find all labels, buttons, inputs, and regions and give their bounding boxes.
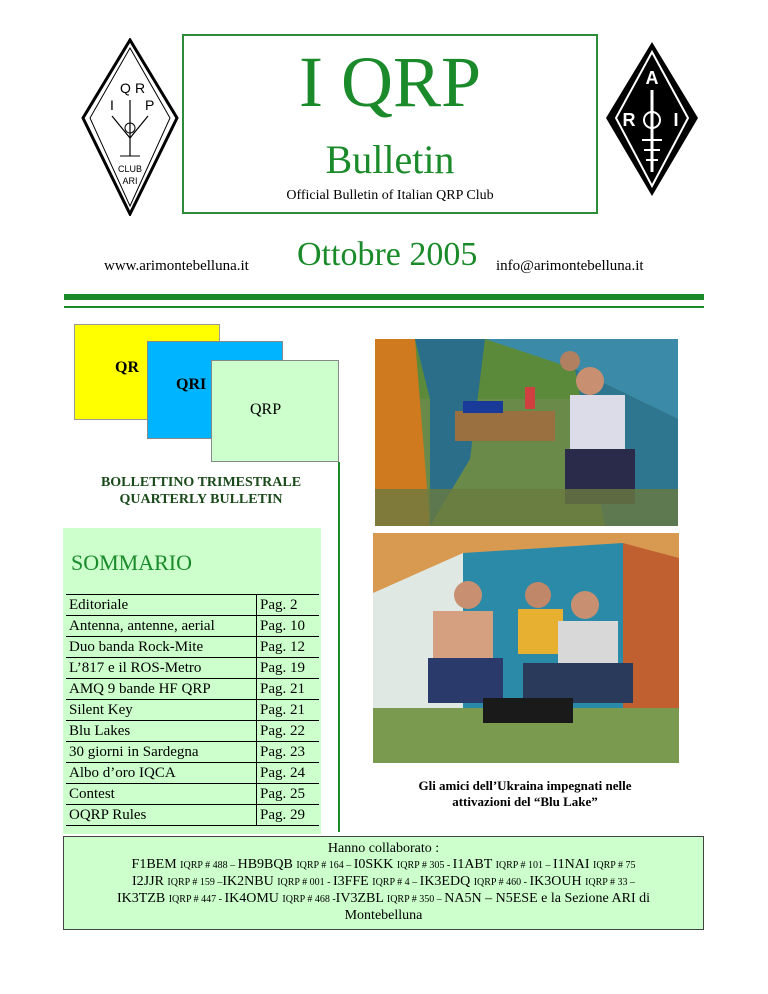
toc-row (66, 805, 319, 826)
ari-logo-i: I (673, 110, 679, 130)
toc-row (66, 616, 319, 637)
collaborator-iqrp-number: IQRP # 001 - (277, 877, 333, 888)
toc-item-title: Contest (66, 784, 257, 805)
ari-logo (602, 40, 702, 198)
logo-club-text: CLUB (117, 164, 143, 174)
collaborator-callsign: I2JJR (132, 874, 168, 889)
photo-ukraine-friends (373, 533, 679, 763)
collaborator-iqrp-number: IQRP # 468 - (282, 894, 336, 905)
collaborators-list (64, 857, 703, 924)
toc-item-page: Pag. 24 (257, 763, 320, 784)
collaborators-line (64, 891, 703, 908)
toc-item-page: Pag. 10 (257, 616, 320, 637)
collaborator-iqrp-number: IQRP # 460 - (473, 877, 530, 888)
toc-row (66, 700, 319, 721)
toc-item-title: AMQ 9 bande HF QRP (66, 679, 257, 700)
header-rule-thick (64, 294, 704, 300)
toc-item-title: Blu Lakes (66, 721, 257, 742)
collaborators-line (64, 908, 703, 924)
toc-item-title: L’817 e il ROS-Metro (66, 658, 257, 679)
photo-caption-line1: Gli amici dell’Ukraina impegnati nelle (418, 778, 632, 793)
toc-row (66, 637, 319, 658)
collaborators-line (64, 874, 703, 891)
collaborator-iqrp-number: IQRP # 488 – (180, 860, 238, 871)
collaborators-heading: Hanno collaborato : (327, 841, 440, 856)
toc-row (66, 679, 319, 700)
website-link[interactable]: www.arimontebelluna.it (104, 258, 249, 274)
toc-item-page: Pag. 22 (257, 721, 320, 742)
collaborators-line (64, 857, 703, 874)
bulletin-tagline: Official Bulletin of Italian QRP Club (286, 188, 494, 203)
toc-item-title: 30 giorni in Sardegna (66, 742, 257, 763)
logo-letter-p: P (145, 97, 155, 113)
collaborators-panel (63, 836, 704, 930)
collaborator-iqrp-number: IQRP # 101 – (495, 860, 553, 871)
collaborator-iqrp-number: IQRP # 164 – (296, 860, 354, 871)
toc-item-page: Pag. 29 (257, 805, 320, 826)
toc-row (66, 784, 319, 805)
toc-row (66, 658, 319, 679)
toc-item-title: Silent Key (66, 700, 257, 721)
qrp-box-green-label: QRP (250, 401, 282, 418)
collaborator-iqrp-number: IQRP # 447 - (168, 894, 225, 905)
collaborator-iqrp-number: IQRP # 159 – (167, 877, 223, 888)
collaborator-callsign: I0SKK (353, 857, 397, 872)
toc-row (66, 763, 319, 784)
collaborator-iqrp-number: IQRP # 75 (593, 860, 636, 871)
column-divider (338, 462, 340, 832)
collaborator-iqrp-number: IQRP # 33 – (585, 877, 635, 888)
bulletin-title: I QRP (298, 42, 482, 122)
toc-item-title: Antenna, antenne, aerial (66, 616, 257, 637)
toc-item-page: Pag. 21 (257, 679, 320, 700)
collaborator-callsign: I1NAI (553, 857, 594, 872)
header-rule-thin (64, 306, 704, 308)
toc-row (66, 721, 319, 742)
bulletin-frequency (66, 474, 336, 508)
toc-item-page: Pag. 12 (257, 637, 320, 658)
collaborator-callsign: I1ABT (452, 857, 496, 872)
logo-letter-r: R (135, 80, 146, 96)
collaborator-callsign: IK3OUH (529, 874, 586, 889)
collaborator-callsign: IK4OMU (224, 891, 283, 906)
photo-caption-line2: attivazioni del “Blu Lake” (452, 794, 598, 809)
collaborator-callsign: NA5N – N5ESE e la Sezione ARI di (444, 891, 650, 906)
collaborator-callsign: IK3EDQ (419, 874, 474, 889)
photo-radio-operators-tent (375, 339, 678, 526)
toc-item-page: Pag. 23 (257, 742, 320, 763)
qrp-box-yellow-label: QR (115, 359, 139, 376)
logo-ari-text: ARI (122, 176, 138, 186)
bulletin-frequency-it: BOLLETTINO TRIMESTRALE (100, 475, 302, 490)
toc-table (66, 594, 319, 826)
ari-logo-a: A (645, 68, 659, 88)
bulletin-subtitle: Bulletin (325, 137, 455, 182)
bulletin-frequency-en: QUARTERLY BULLETIN (119, 492, 283, 507)
qrp-box-blue-label: QRI (176, 376, 207, 393)
collaborator-callsign: IK3TZB (117, 891, 169, 906)
qrp-box-green (211, 360, 339, 462)
issue-date: Ottobre 2005 (297, 236, 478, 273)
toc-item-title: Editoriale (66, 595, 257, 616)
toc-item-page: Pag. 25 (257, 784, 320, 805)
email-link[interactable]: info@arimontebelluna.it (496, 258, 644, 274)
toc-item-page: Pag. 21 (257, 700, 320, 721)
collaborator-callsign: Montebelluna (344, 908, 423, 923)
ari-logo-r: R (622, 110, 636, 130)
collaborator-iqrp-number: IQRP # 4 – (372, 877, 420, 888)
collaborator-callsign: IV3ZBL (335, 891, 387, 906)
collaborator-callsign: I3FFE (332, 874, 373, 889)
collaborator-iqrp-number: IQRP # 305 - (396, 860, 453, 871)
toc-item-page: Pag. 2 (257, 595, 320, 616)
iqrp-club-logo (80, 38, 180, 216)
collaborator-iqrp-number: IQRP # 350 – (386, 894, 445, 905)
masthead (182, 34, 598, 214)
toc-item-title: Albo d’oro IQCA (66, 763, 257, 784)
toc-item-page: Pag. 19 (257, 658, 320, 679)
toc-title: SOMMARIO (71, 550, 193, 575)
collaborator-callsign: F1BEM (131, 857, 181, 872)
collaborator-callsign: HB9BQB (237, 857, 297, 872)
toc-row (66, 595, 319, 616)
toc-row (66, 742, 319, 763)
collaborator-callsign: IK2NBU (222, 874, 278, 889)
photo-caption (370, 778, 680, 810)
toc-item-title: OQRP Rules (66, 805, 257, 826)
toc-item-title: Duo banda Rock-Mite (66, 637, 257, 658)
logo-letter-q: Q (120, 80, 131, 96)
logo-letter-i: I (110, 97, 114, 113)
